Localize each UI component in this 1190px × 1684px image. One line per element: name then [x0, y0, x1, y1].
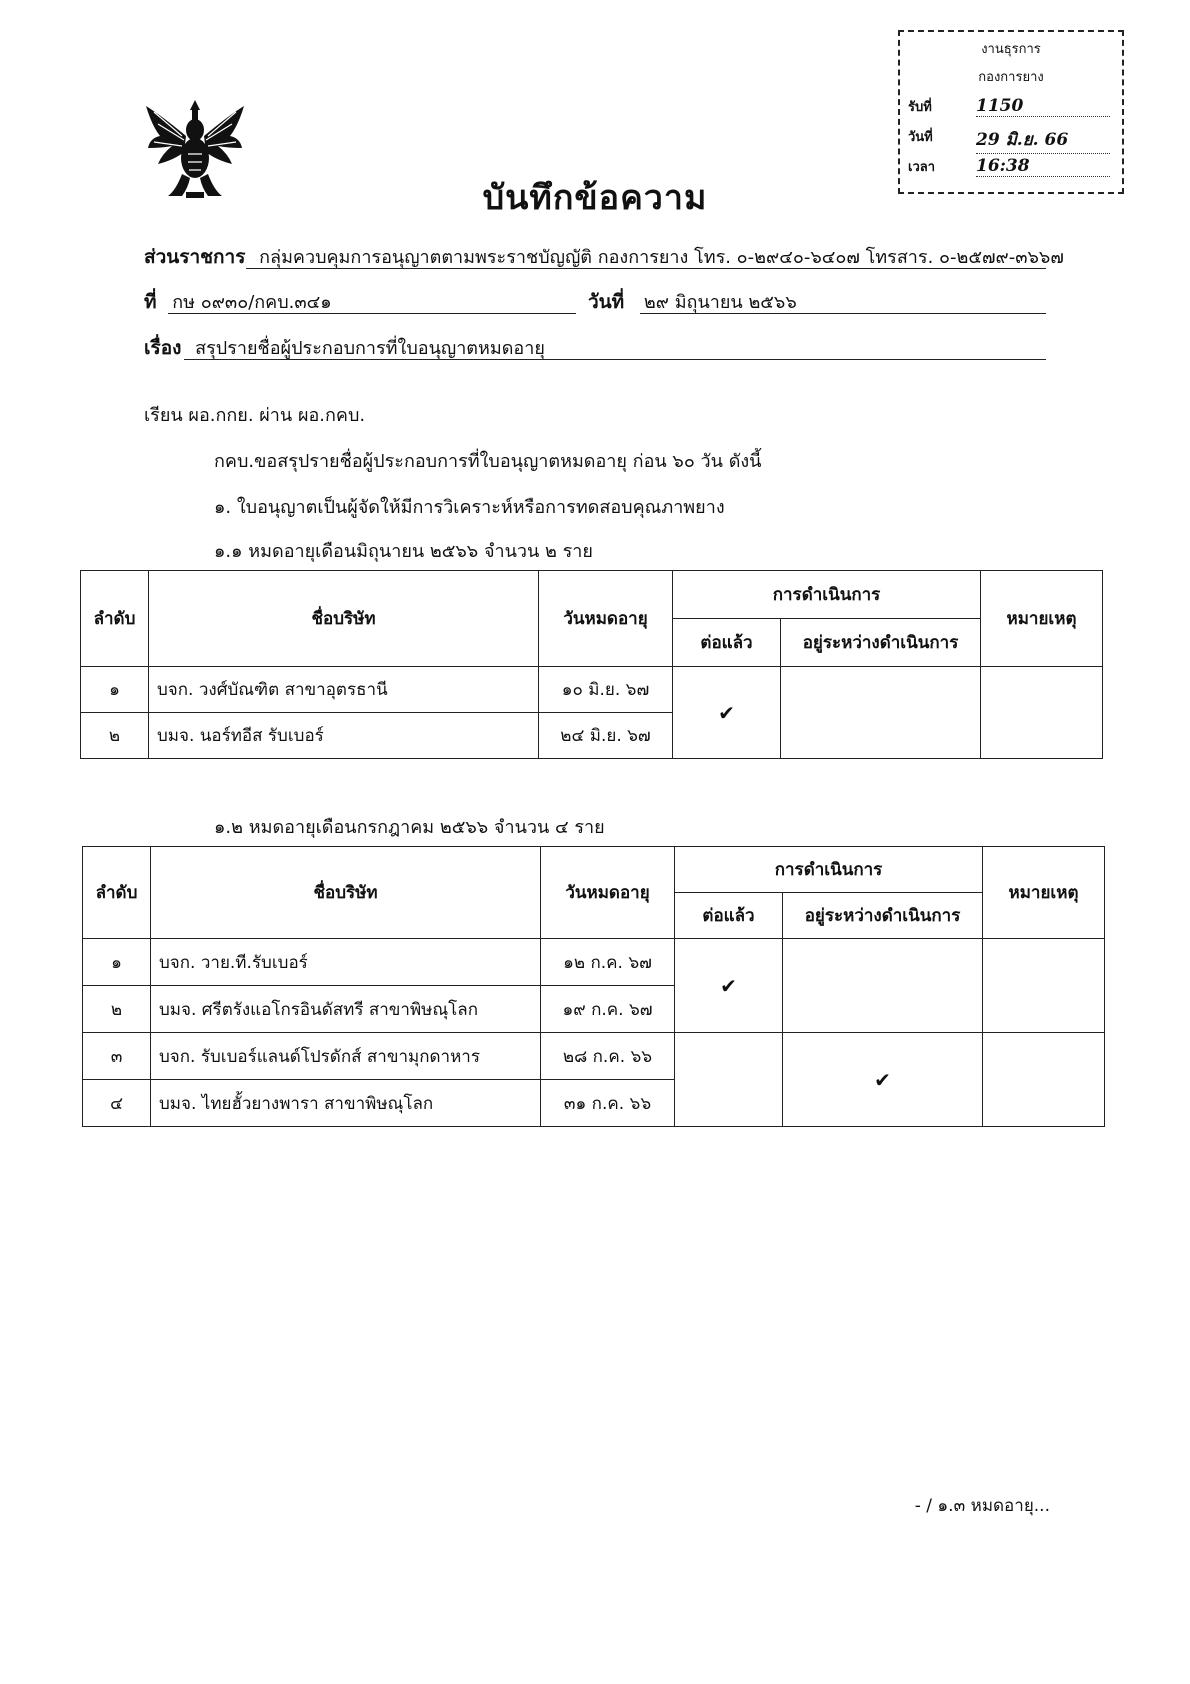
row-expiry: ๓๑ ก.ค. ๖๖ [541, 1080, 675, 1127]
remark-cell [983, 1033, 1105, 1127]
col-header-remark: หมายเหตุ [981, 571, 1103, 667]
subject-label: เรื่อง [144, 337, 182, 359]
col-header-company: ชื่อบริษัท [149, 571, 539, 667]
row-no: ๑ [83, 939, 151, 986]
remark-cell [981, 667, 1103, 759]
col-header-action: การดำเนินการ [673, 571, 981, 619]
subitem-1-1-heading: ๑.๑ หมดอายุเดือนมิถุนายน ๒๕๖๖ จำนวน ๒ ราย [214, 541, 593, 562]
subject-value: สรุปรายชื่อผู้ประกอบการที่ใบอนุญาตหมดอายุ [195, 338, 545, 359]
stamp-date-label: วันที่ [908, 130, 933, 145]
intro-paragraph: กคบ.ขอสรุปรายชื่อผู้ประกอบการที่ใบอนุญาตหมดอายุ ก่อน ๖๐ วัน ดังนี้ [214, 451, 762, 472]
agency-label: ส่วนราชการ [144, 246, 246, 268]
renewed-cell [673, 667, 781, 759]
check-mark-icon: ✔ [718, 700, 735, 725]
row-expiry: ๑๐ มิ.ย. ๖๗ [539, 667, 673, 713]
date-label: วันที่ [588, 291, 625, 313]
check-mark-icon: ✔ [874, 1067, 891, 1092]
agency-underline [246, 268, 1046, 269]
row-company: บจก. รับเบอร์แลนด์โปรดักส์ สาขามุกดาหาร [151, 1033, 541, 1080]
col-header-renewed: ต่อแล้ว [675, 893, 783, 939]
salutation: เรียน ผอ.กกย. ผ่าน ผอ.กคบ. [144, 405, 366, 426]
col-header-action: การดำเนินการ [675, 847, 983, 893]
document-title: บันทึกข้อความ [482, 178, 708, 218]
date-underline [640, 313, 1046, 314]
ref-underline [168, 313, 576, 314]
ref-label: ที่ [144, 291, 157, 313]
col-header-company: ชื่อบริษัท [151, 847, 541, 939]
stamp-date-value: 29 มิ.ย. 66 [976, 126, 1110, 154]
col-header-remark: หมายเหตุ [983, 847, 1105, 939]
row-company: บมจ. ศรีตรังแอโกรอินดัสทรี สาขาพิษณุโลก [151, 986, 541, 1033]
in-progress-cell [781, 667, 981, 759]
row-company: บจก. วงศ์บัณฑิต สาขาอุตรธานี [149, 667, 539, 713]
col-header-renewed: ต่อแล้ว [673, 619, 781, 667]
row-expiry: ๒๔ มิ.ย. ๖๗ [539, 713, 673, 759]
row-expiry: ๒๘ ก.ค. ๖๖ [541, 1033, 675, 1080]
table-row [81, 667, 1103, 713]
col-header-in-progress: อยู่ระหว่างดำเนินการ [783, 893, 983, 939]
item-1-heading: ๑. ใบอนุญาตเป็นผู้จัดให้มีการวิเคราะห์หรือการทดสอบคุณภาพยาง [214, 497, 725, 518]
row-no: ๔ [83, 1080, 151, 1127]
date-value: ๒๙ มิถุนายน ๒๕๖๖ [643, 292, 797, 313]
ref-value: กษ ๐๙๓๐/กคบ.๓๔๑ [172, 292, 332, 313]
check-mark-icon: ✔ [720, 973, 737, 998]
row-company: บมจ. ไทยฮั้วยางพารา สาขาพิษณุโลก [151, 1080, 541, 1127]
in-progress-cell [783, 1033, 983, 1127]
col-header-in-progress: อยู่ระหว่างดำเนินการ [781, 619, 981, 667]
row-company: บจก. วาย.ที.รับเบอร์ [151, 939, 541, 986]
row-no: ๑ [81, 667, 149, 713]
renewed-cell [675, 939, 783, 1033]
row-no: ๒ [81, 713, 149, 759]
expiry-table-july [82, 846, 1105, 1127]
row-no: ๒ [83, 986, 151, 1033]
row-expiry: ๑๒ ก.ค. ๖๗ [541, 939, 675, 986]
stamp-line-1: งานธุรการ [981, 42, 1041, 57]
row-no: ๓ [83, 1033, 151, 1080]
col-header-expiry: วันหมดอายุ [539, 571, 673, 667]
table-row [83, 939, 1105, 986]
continued-note: - / ๑.๓ หมดอายุ... [914, 1496, 1050, 1516]
stamp-line-2: กองการยาง [978, 70, 1044, 85]
col-header-no: ลำดับ [81, 571, 149, 667]
subitem-1-2-heading: ๑.๒ หมดอายุเดือนกรกฎาคม ๒๕๖๖ จำนวน ๔ ราย [214, 817, 605, 838]
stamp-no-label: รับที่ [908, 100, 932, 115]
row-company: บมจ. นอร์ทอีส รับเบอร์ [149, 713, 539, 759]
subject-underline [184, 359, 1046, 360]
in-progress-cell [783, 939, 983, 1033]
col-header-expiry: วันหมดอายุ [541, 847, 675, 939]
agency-value: กลุ่มควบคุมการอนุญาตตามพระราชบัญญัติ กองการยาง โทร. ๐-๒๙๔๐-๖๔๐๗ โทรสาร. ๐-๒๕๗๙-๓๖๖๗ [259, 247, 1064, 268]
stamp-time-label: เวลา [908, 160, 936, 175]
expiry-table-june [80, 570, 1103, 759]
stamp-no-value: 1150 [976, 96, 1110, 117]
renewed-cell [675, 1033, 783, 1127]
stamp-time-value: 16:38 [976, 156, 1110, 177]
col-header-no: ลำดับ [83, 847, 151, 939]
table-row [83, 1033, 1105, 1080]
row-expiry: ๑๙ ก.ค. ๖๗ [541, 986, 675, 1033]
remark-cell [983, 939, 1105, 1033]
